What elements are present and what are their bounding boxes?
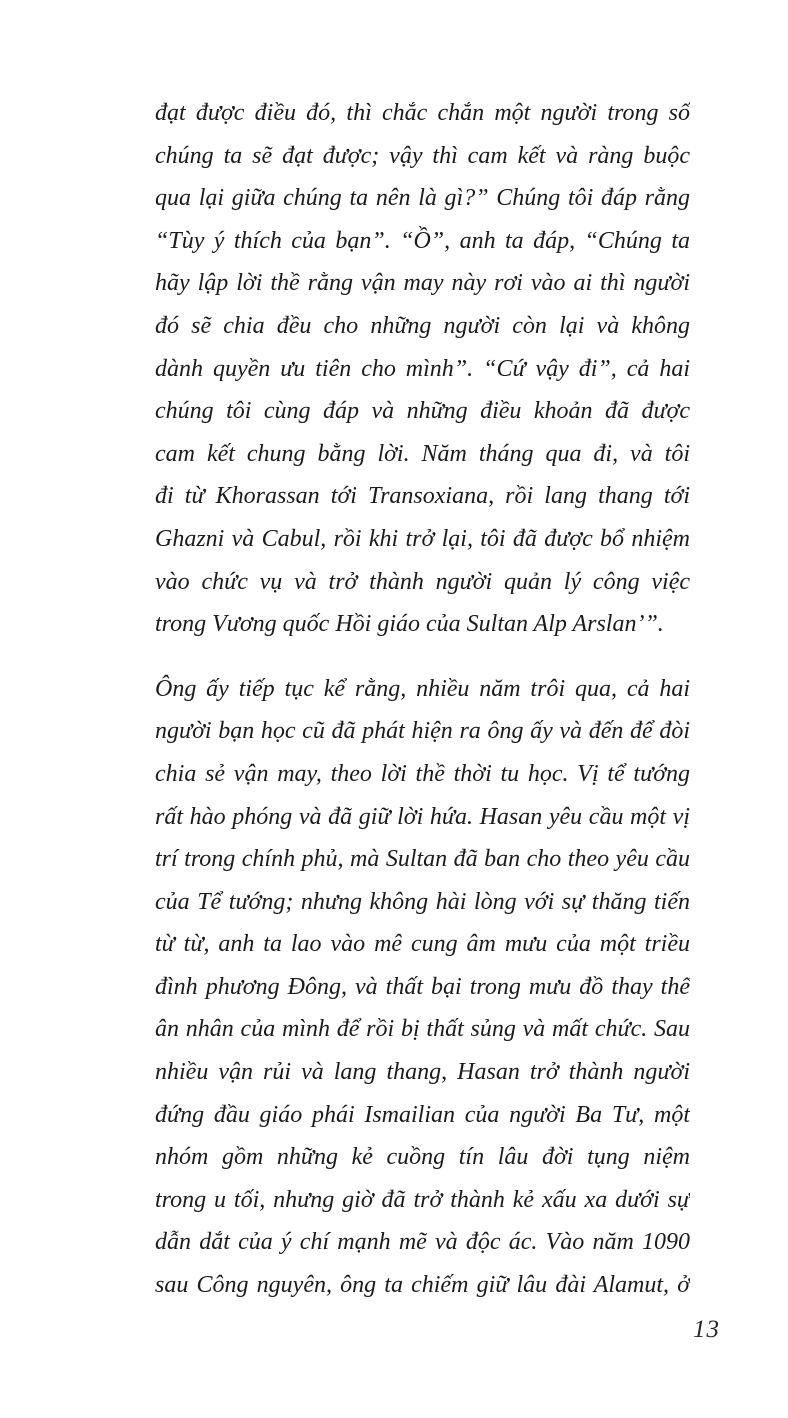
text-line: trí trong chính phủ, mà Sultan đã ban cho theo yêu cầu bbox=[155, 846, 690, 873]
text-line: chia sẻ vận may, theo lời thề thời tu học. Vị tể tướng bbox=[155, 760, 690, 787]
text-line: từ từ, anh ta lao vào mê cung âm mưu của một triều bbox=[155, 931, 690, 958]
text-line: dẫn dắt của ý chí mạnh mẽ và độc ác. Vào năm 1090 bbox=[155, 1229, 690, 1256]
text-line: Ghazni và Cabul, rồi khi trở lại, tôi đã được bổ nhiệm bbox=[155, 525, 690, 552]
page-number: 13 bbox=[693, 1316, 720, 1343]
text-line: đình phương Đông, và thất bại trong mưu đồ thay thế bbox=[155, 973, 690, 1000]
text-line: nhóm gồm những kẻ cuồng tín lâu đời tụng niệm bbox=[155, 1144, 690, 1171]
text-line: người bạn học cũ đã phát hiện ra ông ấy và đến để đòi bbox=[155, 718, 690, 745]
text-line: đó sẽ chia đều cho những người còn lại và không bbox=[155, 312, 690, 339]
text-line: nhiều vận rủi và lang thang, Hasan trở thành người bbox=[155, 1059, 690, 1086]
text-line: rất hào phóng và đã giữ lời hứa. Hasan yêu cầu một vị bbox=[155, 803, 690, 830]
body-text bbox=[155, 92, 690, 1329]
text-line: dành quyền ưu tiên cho mình”. “Cứ vậy đi”, cả hai bbox=[155, 355, 690, 382]
text-line: đi từ Khorassan tới Transoxiana, rồi lang thang tới bbox=[155, 483, 690, 510]
text-line: hãy lập lời thề rằng vận may này rơi vào ai thì người bbox=[155, 270, 690, 297]
text-line: đứng đầu giáo phái Ismailian của người Ba Tư, một bbox=[155, 1101, 690, 1128]
text-line: ân nhân của mình để rồi bị thất sủng và mất chức. Sau bbox=[155, 1016, 690, 1043]
text-line: sau Công nguyên, ông ta chiếm giữ lâu đài Alamut, ở bbox=[155, 1272, 690, 1299]
paragraph bbox=[155, 668, 690, 1307]
paragraph bbox=[155, 92, 690, 646]
text-line: chúng ta sẽ đạt được; vậy thì cam kết và ràng buộc bbox=[155, 142, 690, 169]
text-line: đạt được điều đó, thì chắc chắn một người trong số bbox=[155, 100, 690, 126]
text-line: của Tể tướng; nhưng không hài lòng với sự thăng tiến bbox=[155, 888, 690, 915]
text-line: chúng tôi cùng đáp và những điều khoản đã được bbox=[155, 398, 690, 425]
text-line: cam kết chung bằng lời. Năm tháng qua đi, và tôi bbox=[155, 440, 690, 467]
text-line: vào chức vụ và trở thành người quản lý công việc bbox=[155, 568, 690, 595]
text-line: trong u tối, nhưng giờ đã trở thành kẻ xấu xa dưới sự bbox=[155, 1186, 690, 1213]
text-line: trong Vương quốc Hồi giáo của Sultan Alp Arslan’”. bbox=[155, 611, 664, 638]
text-line: qua lại giữa chúng ta nên là gì?” Chúng tôi đáp rằng bbox=[155, 185, 690, 212]
text-line: “Tùy ý thích của bạn”. “Ồ”, anh ta đáp, “Chúng ta bbox=[155, 227, 690, 254]
text-line: Ông ấy tiếp tục kể rằng, nhiều năm trôi qua, cả hai bbox=[155, 675, 690, 702]
